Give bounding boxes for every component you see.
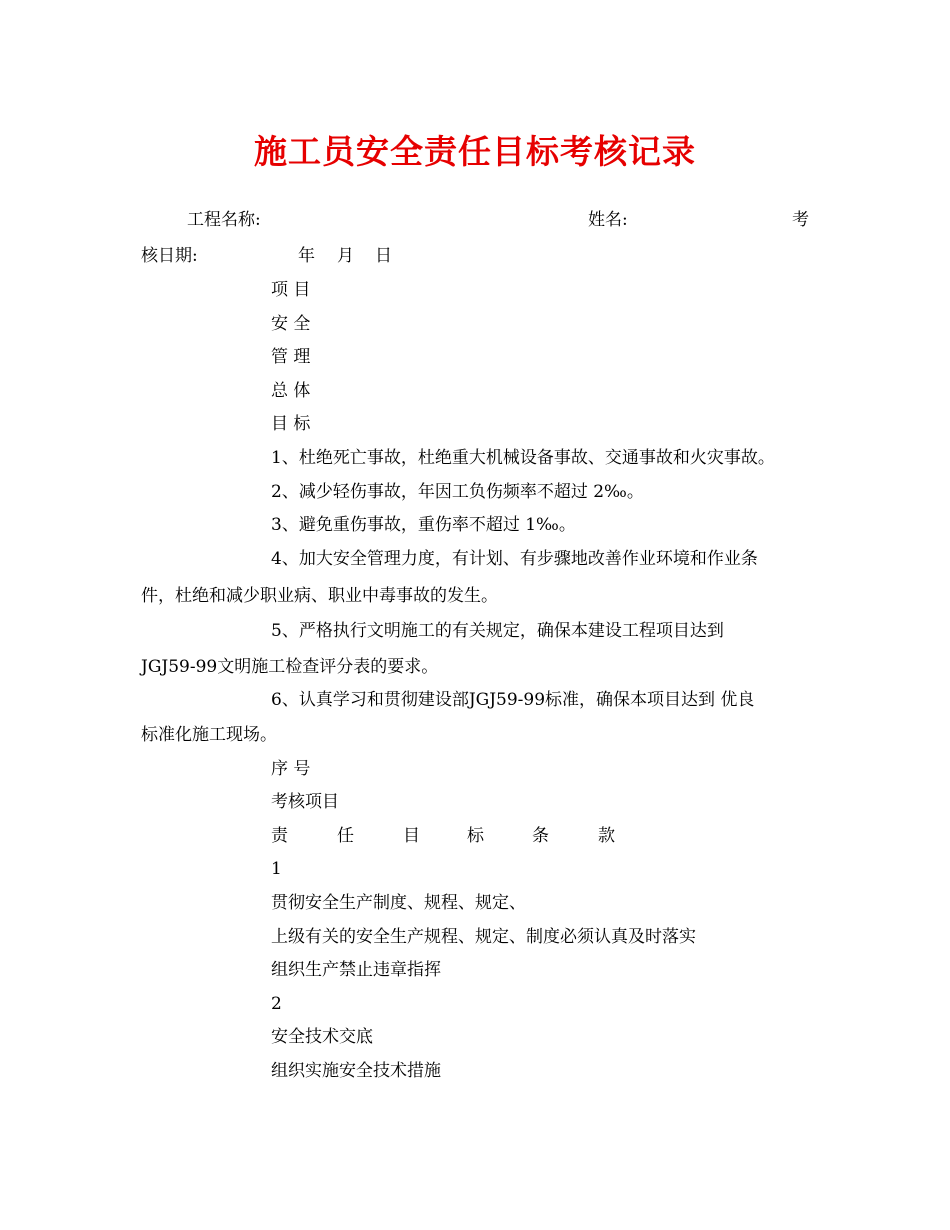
goal-item-continuation: JGJ59-99文明施工检查评分表的要求。 — [141, 657, 439, 677]
row-item: 贯彻安全生产制度、规程、规定、 — [271, 893, 526, 913]
row-clause: 组织实施安全技术措施 — [271, 1061, 441, 1081]
goal-item: 6、认真学习和贯彻建设部JGJ59-99标准，确保本项目达到 优良 — [271, 690, 755, 710]
seq-header: 序 号 — [271, 759, 311, 779]
item-header: 考核项目 — [271, 792, 339, 812]
date-label-part2: 核日期: — [141, 246, 198, 266]
goals-heading-line: 管 理 — [271, 347, 311, 367]
row-seq: 1 — [271, 859, 282, 879]
goal-item: 4、加大安全管理力度，有计划、有步骤地改善作业环境和作业条 — [271, 549, 758, 569]
project-name-label: 工程名称: — [187, 210, 261, 230]
goals-heading-line: 项 目 — [271, 280, 311, 300]
clause-header-char: 目 — [403, 826, 420, 846]
goal-item: 2、减少轻伤事故，年因工负伤频率不超过 2‰。 — [271, 482, 644, 502]
goals-heading-line: 目 标 — [271, 414, 311, 434]
date-label-part1: 考 — [792, 210, 809, 230]
day-label: 日 — [375, 246, 392, 266]
clause-header-char: 标 — [467, 826, 484, 846]
row-seq: 2 — [271, 994, 282, 1014]
row-clause: 上级有关的安全生产规程、规定、制度必须认真及时落实 — [271, 927, 696, 947]
row-clause: 组织生产禁止违章指挥 — [271, 960, 441, 980]
year-label: 年 — [298, 246, 315, 266]
name-label: 姓名: — [588, 210, 628, 230]
goals-heading-line: 总 体 — [271, 381, 311, 401]
clause-header-char: 条 — [532, 826, 549, 846]
goals-heading-line: 安 全 — [271, 314, 311, 334]
row-item: 安全技术交底 — [271, 1027, 373, 1047]
clause-header-char: 任 — [337, 826, 354, 846]
goal-item: 1、杜绝死亡事故，杜绝重大机械设备事故、交通事故和火灾事故。 — [271, 448, 775, 468]
goal-item-continuation: 件，杜绝和减少职业病、职业中毒事故的发生。 — [141, 586, 498, 606]
clause-header-char: 责 — [271, 826, 288, 846]
clause-header-char: 款 — [598, 826, 615, 846]
goal-item: 5、严格执行文明施工的有关规定，确保本建设工程项目达到 — [271, 621, 724, 641]
goal-item-continuation: 标准化施工现场。 — [141, 725, 277, 745]
document-title: 施工员安全责任目标考核记录 — [254, 132, 696, 171]
month-label: 月 — [337, 246, 354, 266]
goal-item: 3、避免重伤事故，重伤率不超过 1‰。 — [271, 515, 576, 535]
